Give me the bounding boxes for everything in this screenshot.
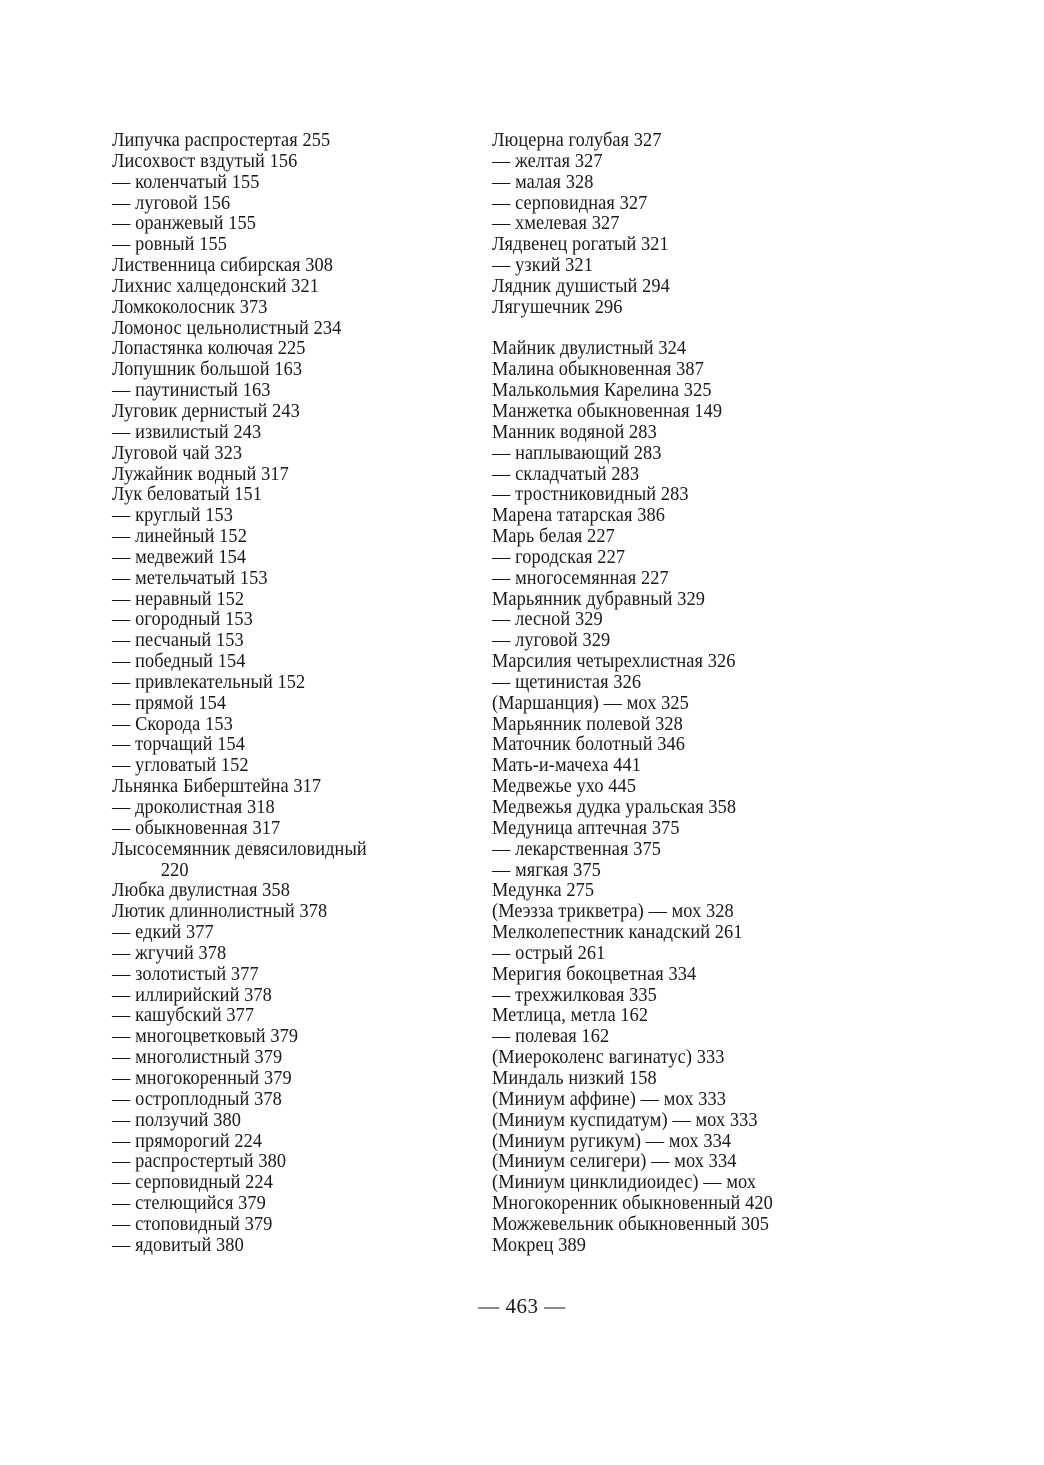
index-entry: — стоповидный 379 (112, 1213, 273, 1235)
index-entry: (Миероколенс вагинатус) 333 (492, 1047, 725, 1069)
index-entry: Ломонос цельнолистный 234 (112, 317, 342, 339)
index-entry: Луговик дернистый 243 (112, 400, 300, 422)
index-entry: Льнянка Биберштейна 317 (112, 776, 322, 798)
index-entry: Лихнис халцедонский 321 (112, 275, 320, 297)
index-entry: Лисохвост вздутый 156 (112, 150, 298, 172)
index-entry: Марьянник дубравный 329 (492, 588, 706, 610)
index-entry: (Маршанция) — мох 325 (492, 692, 689, 714)
index-entry: Лютик длиннолистный 378 (112, 901, 328, 923)
index-entry: Малькольмия Карелина 325 (492, 380, 712, 402)
index-entry: Лядник душистый 294 (492, 275, 670, 297)
index-entry: Многокоренник обыкновенный 420 (492, 1193, 773, 1215)
index-entry: — многолистный 379 (112, 1047, 283, 1069)
index-entry: — жгучий 378 (112, 942, 227, 964)
index-entry: — узкий 321 (492, 255, 593, 277)
index-entry: — золотистый 377 (112, 963, 259, 985)
index-entry: (Меэзза триквeтра) — мох 328 (492, 901, 734, 923)
index-entry: Лядвенец рогатый 321 (492, 234, 669, 256)
index-entry: — ядовитый 380 (112, 1234, 244, 1256)
index-entry: (Миниум куспидатум) — мох 333 (492, 1109, 758, 1131)
index-entry: Марьянник полевой 328 (492, 713, 683, 735)
index-entry: — торчащий 154 (112, 734, 246, 756)
index-entry: Люцерна голубая 327 (492, 130, 662, 151)
index-entry: — хмелевая 327 (492, 213, 620, 235)
index-entry: (Миниум аффине) — мох 333 (492, 1088, 726, 1110)
index-entry: — лекарственная 375 (492, 838, 662, 860)
index-entry: — луговой 329 (492, 630, 611, 652)
index-entry: — полевая 162 (492, 1026, 610, 1048)
index-entry: — луговой 156 (112, 192, 231, 214)
index-entry: — извилистый 243 (112, 421, 262, 443)
index-entry: Меригия бокоцветная 334 (492, 963, 697, 985)
index-entry: — ползучий 380 (112, 1109, 242, 1131)
index-entry: — круглый 153 (112, 505, 234, 527)
index-entry: — многосемянная 227 (492, 567, 669, 589)
index-entry: Луговой чай 323 (112, 442, 243, 464)
index-entry: — кашубский 377 (112, 1005, 255, 1027)
index-entry: — оранжевый 155 (112, 213, 257, 235)
index-entry: — иллирийский 378 (112, 984, 272, 1006)
index-entry: Лужайник водный 317 (112, 463, 289, 485)
index-entry: — песчаный 153 (112, 630, 244, 652)
index-entry: — многоцветковый 379 (112, 1026, 299, 1048)
index-entry: — серповидный 224 (112, 1172, 273, 1194)
index-entry: — складчатый 283 (492, 463, 640, 485)
index-entry: — трехжилковая 335 (492, 984, 657, 1006)
index-entry: — линейный 152 (112, 526, 247, 548)
index-entry: — городская 227 (492, 546, 626, 568)
index-entry: Лиственница сибирская 308 (112, 255, 334, 277)
index-entry: — пряморогий 224 (112, 1130, 263, 1152)
index-entry: Медуница аптечная 375 (492, 817, 680, 839)
index-entry: — острый 261 (492, 942, 606, 964)
index-entry: Майник двулистный 324 (492, 338, 687, 360)
index-entry: (Миниум цинклидиоидес) — мох (492, 1172, 757, 1194)
index-entry: Лук беловатый 151 (112, 484, 263, 506)
index-entry: — медвежий 154 (112, 546, 247, 568)
index-entry: — паутинистый 163 (112, 380, 271, 402)
index-entry: (Миниум ругикум) — мох 334 (492, 1130, 732, 1152)
index-entry: Можжевельник обыкновенный 305 (492, 1213, 769, 1235)
index-entry: (Миниум селигери) — мох 334 (492, 1151, 737, 1173)
index-entry: — едкий 377 (112, 922, 214, 944)
right-index-column (492, 131, 852, 1257)
index-entry: — малая 328 (492, 171, 594, 193)
index-entry: Липучка распростертая 255 (112, 130, 331, 151)
index-entry: Метлица, метла 162 (492, 1005, 649, 1027)
index-entry: — многокоренный 379 (112, 1067, 292, 1089)
index-entry: Миндаль низкий 158 (492, 1067, 657, 1089)
index-entry: Медвежье ухо 445 (492, 776, 637, 798)
index-entry: — стелющийся 379 (112, 1193, 266, 1215)
index-entry: Медунка 275 (492, 880, 595, 902)
index-entry: Манжетка обыкновенная 149 (492, 400, 723, 422)
index-entry: — ровный 155 (112, 234, 228, 256)
index-entry: — остроплодный 378 (112, 1088, 282, 1110)
index-entry: Малина обыкновенная 387 (492, 359, 704, 381)
index-entry: — обыкновенная 317 (112, 817, 281, 839)
index-entry: — тростниковидный 283 (492, 484, 689, 506)
index-entry: Медвежья дудка уральская 358 (492, 797, 737, 818)
index-entry: Марена татарская 386 (492, 505, 665, 527)
index-entry: Марсилия четырехлистная 326 (492, 651, 736, 673)
index-entry: Лопастянка колючая 225 (112, 338, 306, 360)
index-entry: Любка двулистная 358 (112, 880, 290, 902)
index-entry: Лопушник большой 163 (112, 359, 303, 381)
index-entry: Манник водяной 283 (492, 421, 657, 443)
index-entry: — серповидная 327 (492, 192, 648, 214)
index-entry: Маточник болотный 346 (492, 734, 686, 756)
index-entry: Марь белая 227 (492, 526, 615, 548)
index-entry: Ломкоколосник 373 (112, 296, 268, 318)
index-entry: — мягкая 375 (492, 859, 601, 881)
index-entry: 220 (160, 859, 189, 881)
index-entry: — желтая 327 (492, 150, 603, 172)
index-entry: — огородный 153 (112, 609, 253, 631)
index-entry: — победный 154 (112, 651, 246, 673)
index-entry: Лысосемянник девясиловидный (112, 838, 367, 860)
index-entry: — метельчатый 153 (112, 567, 268, 589)
index-entry: — прямой 154 (112, 692, 227, 714)
index-entry: Мокрец 389 (492, 1234, 587, 1256)
index-entry: — коленчатый 155 (112, 171, 260, 193)
index-entry: Мать-и-мачеха 441 (492, 755, 642, 777)
index-entry: — щетинистая 326 (492, 671, 642, 693)
index-entry: — неравный 152 (112, 588, 245, 610)
left-index-column (112, 131, 472, 1257)
index-entry: Лягушечник 296 (492, 296, 623, 318)
index-entry: — привлекательный 152 (112, 671, 306, 693)
index-entry: — лесной 329 (492, 609, 603, 631)
index-entry: — угловатый 152 (112, 755, 249, 777)
index-entry: — Скорода 153 (112, 713, 233, 735)
index-entry: Мелколепестник канадский 261 (492, 922, 743, 944)
index-entry: — распростертый 380 (112, 1151, 287, 1173)
index-entry: — наплывающий 283 (492, 442, 662, 464)
page-number: — 463 — (478, 1294, 566, 1318)
index-entry: — дроколистная 318 (112, 797, 275, 818)
